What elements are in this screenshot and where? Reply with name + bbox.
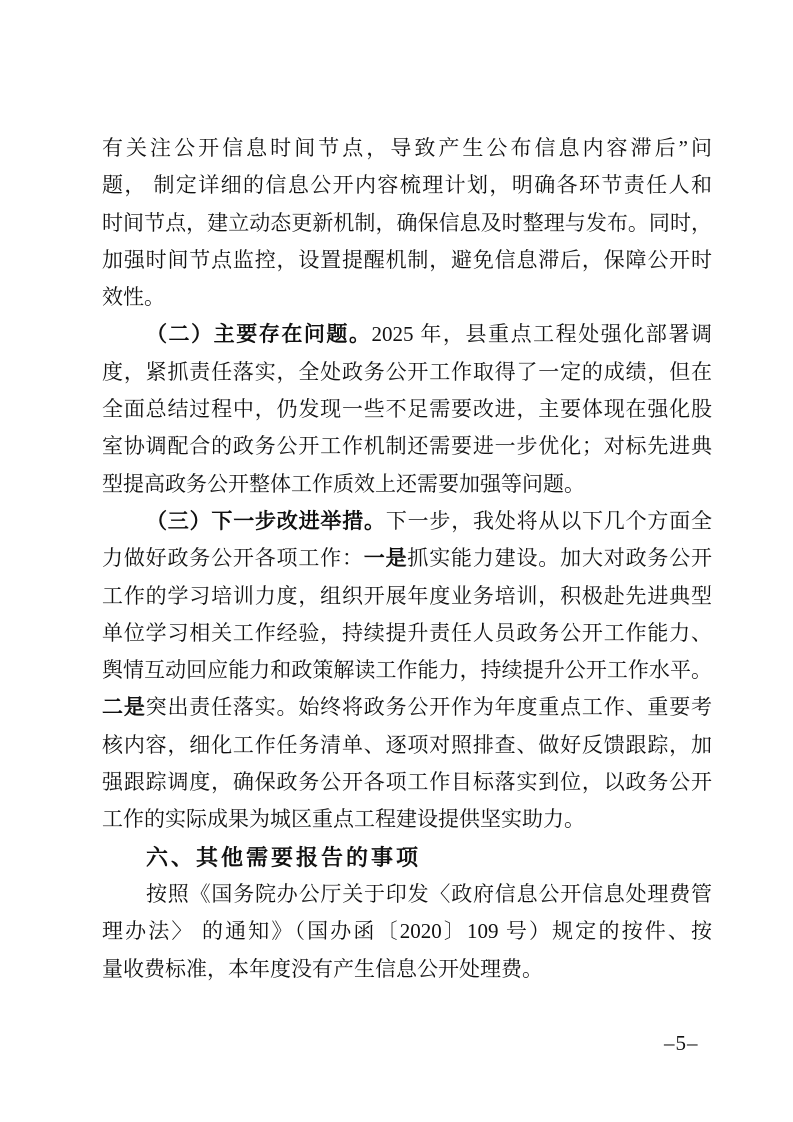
text-run: 核内容，细化工作任务清单、逐项对照排查、做好反馈跟踪，加 (102, 732, 712, 757)
text-run: 效性。 (102, 285, 165, 310)
text-run: 度，紧抓责任落实，全处政务公开工作取得了一定的成绩，但在 (102, 359, 712, 384)
bold-text-run: （三）下一步改进举措。 (146, 508, 386, 533)
text-line (102, 615, 712, 652)
text-line (102, 242, 712, 279)
text-line (102, 205, 712, 242)
text-line (102, 391, 712, 428)
text-line (102, 578, 712, 615)
page-number: –5– (664, 1031, 699, 1055)
text-line (102, 689, 712, 726)
bold-text-run: 二是 (102, 695, 146, 720)
text-line (102, 876, 712, 913)
text-line (102, 316, 712, 353)
text-line (102, 167, 712, 204)
text-run: 工作的学习培训力度，组织开展年度业务培训，积极赴先进典型 (102, 583, 712, 608)
text-run: 2025 年，县重点工程处强化部署调 (371, 322, 713, 347)
text-run: 室协调配合的政务公开工作机制还需要进一步优化；对标先进典 (102, 434, 712, 459)
text-run: 工作的实际成果为城区重点工程建设提供坚实助力。 (102, 807, 585, 832)
text-run: 型提高政务公开整体工作质效上还需要加强等问题。 (102, 471, 585, 496)
text-line (102, 652, 712, 689)
text-line (102, 279, 712, 316)
text-run: 加强时间节点监控，设置提醒机制，避免信息滞后，保障公开时 (102, 247, 712, 272)
text-line (102, 801, 712, 838)
bold-text-run: 六、其他需要报告的事项 (146, 844, 422, 870)
text-run: 突出责任落实。始终将政务公开作为年度重点工作、重要考 (145, 695, 713, 720)
text-line (102, 130, 712, 167)
bold-text-run: （二）主要存在问题。 (146, 322, 372, 347)
text-run: 题， 制定详细的信息公开内容梳理计划，明确各环节责任人和 (102, 173, 712, 198)
text-run: 全面总结过程中，仍发现一些不足需要改进，主要体现在强化股 (102, 397, 712, 422)
text-line (102, 913, 712, 950)
text-run: 有关注公开信息时间节点，导致产生公布信息内容滞后”问 (102, 136, 712, 160)
text-run: 量收费标准，本年度没有产生信息公开处理费。 (102, 956, 543, 981)
text-line (102, 727, 712, 764)
text-line (102, 951, 712, 988)
text-run: 抓实能力建设。加大对政务公开 (407, 546, 713, 571)
text-run: 时间节点，建立动态更新机制，确保信息及时整理与发布。同时， (102, 210, 712, 235)
text-run: 强跟踪调度，确保政务公开各项工作目标落实到位，以政务公开 (102, 770, 712, 795)
text-line (102, 428, 712, 465)
text-run: 力做好政务公开各项工作： (102, 546, 364, 571)
document-body (102, 130, 712, 988)
text-run: 理办法〉 的通知》（国办函〔2020〕109 号）规定的按件、按 (102, 919, 712, 944)
text-line (102, 503, 712, 540)
text-line (102, 540, 712, 577)
text-run: 下一步，我处将从以下几个方面全 (385, 508, 713, 533)
text-run: 按照《国务院办公厅关于印发〈政府信息公开信息处理费管 (146, 881, 712, 906)
bold-text-run: 一是 (363, 546, 408, 571)
section-heading (102, 839, 712, 876)
text-run: 单位学习相关工作经验，持续提升责任人员政务公开工作能力、 (102, 620, 712, 645)
text-line (102, 354, 712, 391)
text-line (102, 466, 712, 503)
text-run: 舆情互动回应能力和政策解读工作能力，持续提升公开工作水平。 (102, 658, 712, 683)
text-line (102, 764, 712, 801)
